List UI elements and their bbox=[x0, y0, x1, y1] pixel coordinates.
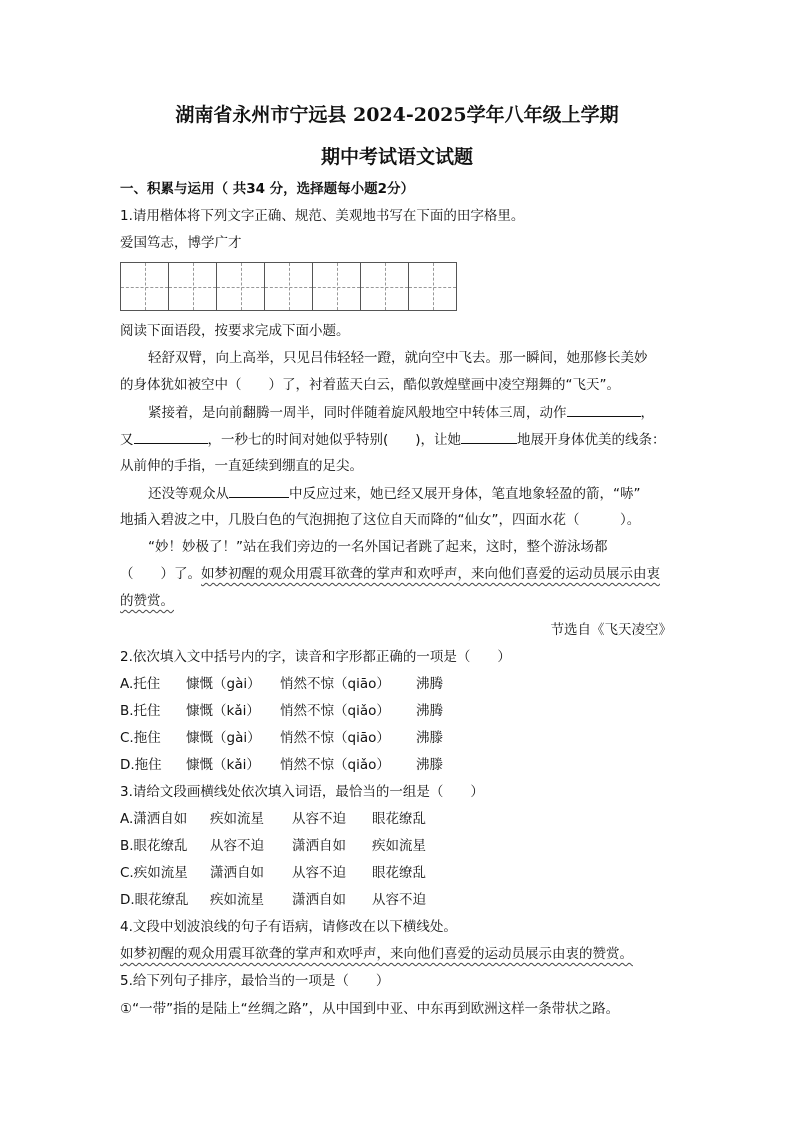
passage-text: 地展开身体优美的线条： bbox=[517, 432, 666, 448]
option-word: 潇洒自如 bbox=[292, 838, 346, 854]
passage-text: ，一秒七的时间对她似乎特别( )，让她 bbox=[207, 432, 462, 448]
passage-p4-line3 bbox=[120, 592, 174, 610]
question-3: 3.请给文段画横线处依次填入词语，最恰当的一组是（ ） bbox=[120, 784, 484, 800]
question-2: 2.依次填入文中括号内的字，读音和字形都正确的一项是（ ） bbox=[120, 649, 511, 665]
fill-blank-2[interactable] bbox=[134, 430, 208, 444]
option-word: D.眼花缭乱 bbox=[120, 892, 189, 908]
wavy-underlined-sentence-end: 的赞赏。 bbox=[120, 593, 174, 609]
grid-cell[interactable] bbox=[264, 262, 313, 311]
grid-cell[interactable] bbox=[312, 262, 361, 311]
option-word: 从容不迫 bbox=[210, 838, 264, 854]
q2-option-d[interactable] bbox=[120, 756, 443, 774]
option-word: C.疾如流星 bbox=[120, 865, 188, 881]
passage-p4-line1: “妙！妙极了！”站在我们旁边的一名外国记者跳了起来，这时，整个游泳场都 bbox=[148, 539, 608, 555]
q2-option-c[interactable] bbox=[120, 729, 443, 747]
q3-option-d[interactable] bbox=[120, 891, 426, 909]
passage-text: 紧接着，是向前翻腾一周半，同时伴随着旋风般地空中转体三周，动作 bbox=[148, 405, 567, 421]
option-word: 潇洒自如 bbox=[292, 892, 346, 908]
option-word: 慷慨（gài） bbox=[186, 676, 261, 692]
option-word: 疾如流星 bbox=[210, 892, 264, 908]
q4-answer-line[interactable] bbox=[120, 945, 633, 963]
grid-cell[interactable] bbox=[168, 262, 217, 311]
faulty-sentence: 如梦初醒的观众用震耳欲聋的掌声和欢呼声，来向他们喜爱的运动员展示由衷的赞赏。 bbox=[120, 946, 633, 962]
option-word: 潇洒自如 bbox=[210, 865, 264, 881]
question-5: 5.给下列句子排序，最恰当的一项是（ ） bbox=[120, 973, 390, 989]
grid-cell[interactable] bbox=[216, 262, 265, 311]
option-word: 从容不迫 bbox=[292, 811, 346, 827]
page-subtitle: 期中考试语文试题 bbox=[320, 146, 473, 168]
option-word: B.托住 bbox=[120, 703, 161, 719]
page-title: 湖南省永州市宁远县 2024-2025学年八年级上学期 bbox=[175, 104, 619, 126]
option-word: 悄然不惊（qiāo） bbox=[280, 676, 390, 692]
tianzige-grid[interactable] bbox=[120, 262, 457, 311]
passage-text: ， bbox=[640, 405, 654, 421]
option-word: 沸滕 bbox=[416, 730, 443, 746]
option-word: 疾如流星 bbox=[372, 838, 426, 854]
grid-cell[interactable] bbox=[408, 262, 457, 311]
q2-option-a[interactable] bbox=[120, 675, 443, 693]
question-1: 1.请用楷体将下列文字正确、规范、美观地书写在下面的田字格里。 bbox=[120, 208, 525, 224]
question-4: 4.文段中划波浪线的句子有语病，请修改在以下横线处。 bbox=[120, 919, 457, 935]
passage-p3-line2: 地插入碧波之中，几股白色的气泡拥抱了这位自天而降的“仙女”，四面水花（ ）。 bbox=[120, 512, 641, 528]
grid-cell[interactable] bbox=[120, 262, 169, 311]
passage-text: 又 bbox=[120, 432, 134, 448]
q3-option-a[interactable] bbox=[120, 810, 426, 828]
source-citation: 节选自《飞天凌空》 bbox=[550, 622, 672, 638]
q5-sentence-1: ①“一带”指的是陆上“丝绸之路”，从中国到中亚、中东再到欧洲这样一条带状之路。 bbox=[120, 1001, 620, 1017]
q2-option-b[interactable] bbox=[120, 702, 443, 720]
passage-p1-line2: 的身体犹如被空中（ ）了，衬着蓝天白云，酷似敦煌壁画中凌空翔舞的“飞天”。 bbox=[120, 377, 620, 393]
passage-intro: 阅读下面语段，按要求完成下面小题。 bbox=[120, 323, 350, 339]
option-word: 慷慨（kǎi） bbox=[186, 703, 260, 719]
option-word: 从容不迫 bbox=[292, 865, 346, 881]
q3-option-c[interactable] bbox=[120, 864, 426, 882]
option-word: A.托住 bbox=[120, 676, 161, 692]
section-heading: 一、积累与运用（ 共34 分，选择题每小题2分） bbox=[120, 181, 415, 197]
option-word: 悄然不惊（qiāo） bbox=[280, 730, 390, 746]
grid-cell[interactable] bbox=[360, 262, 409, 311]
passage-p2-line1 bbox=[148, 403, 654, 422]
option-word: 悄然不惊（qiǎo） bbox=[280, 703, 390, 719]
passage-p3-line1 bbox=[148, 484, 641, 503]
option-word: A.潇洒自如 bbox=[120, 811, 188, 827]
option-word: 沸腾 bbox=[416, 676, 443, 692]
passage-text: （ ）了。 bbox=[120, 566, 201, 582]
passage-text: 中反应过来，她已经又展开身体，笔直地象轻盈的箭，“哧” bbox=[289, 486, 641, 502]
option-word: 眼花缭乱 bbox=[372, 865, 426, 881]
fill-blank-4[interactable] bbox=[229, 484, 289, 498]
option-word: 从容不迫 bbox=[372, 892, 426, 908]
copy-text: 爱国笃志，博学广才 bbox=[120, 235, 242, 251]
option-word: 眼花缭乱 bbox=[372, 811, 426, 827]
option-word: D.拖住 bbox=[120, 757, 162, 773]
fill-blank-3[interactable] bbox=[461, 430, 517, 444]
option-word: 慷慨（kǎi） bbox=[186, 757, 260, 773]
passage-p1-line1: 轻舒双臂，向上高举，只见吕伟轻轻一蹬，就向空中飞去。那一瞬间，她那修长美妙 bbox=[148, 350, 648, 366]
option-word: 疾如流星 bbox=[210, 811, 264, 827]
option-word: 沸滕 bbox=[416, 757, 443, 773]
wavy-underlined-sentence: 如梦初醒的观众用震耳欲聋的掌声和欢呼声，来向他们喜爱的运动员展示由衷 bbox=[201, 566, 660, 582]
passage-p4-line2 bbox=[120, 565, 660, 583]
passage-p2-line3: 从前伸的手指，一直延续到绷直的足尖。 bbox=[120, 458, 363, 474]
option-word: 慷慨（gài） bbox=[186, 730, 261, 746]
option-word: C.拖住 bbox=[120, 730, 161, 746]
q3-option-b[interactable] bbox=[120, 837, 426, 855]
passage-p2-line2 bbox=[120, 430, 666, 449]
option-word: B.眼花缭乱 bbox=[120, 838, 188, 854]
option-word: 沸腾 bbox=[416, 703, 443, 719]
fill-blank-1[interactable] bbox=[567, 403, 641, 417]
passage-text: 还没等观众从 bbox=[148, 486, 229, 502]
option-word: 悄然不惊（qiǎo） bbox=[280, 757, 390, 773]
